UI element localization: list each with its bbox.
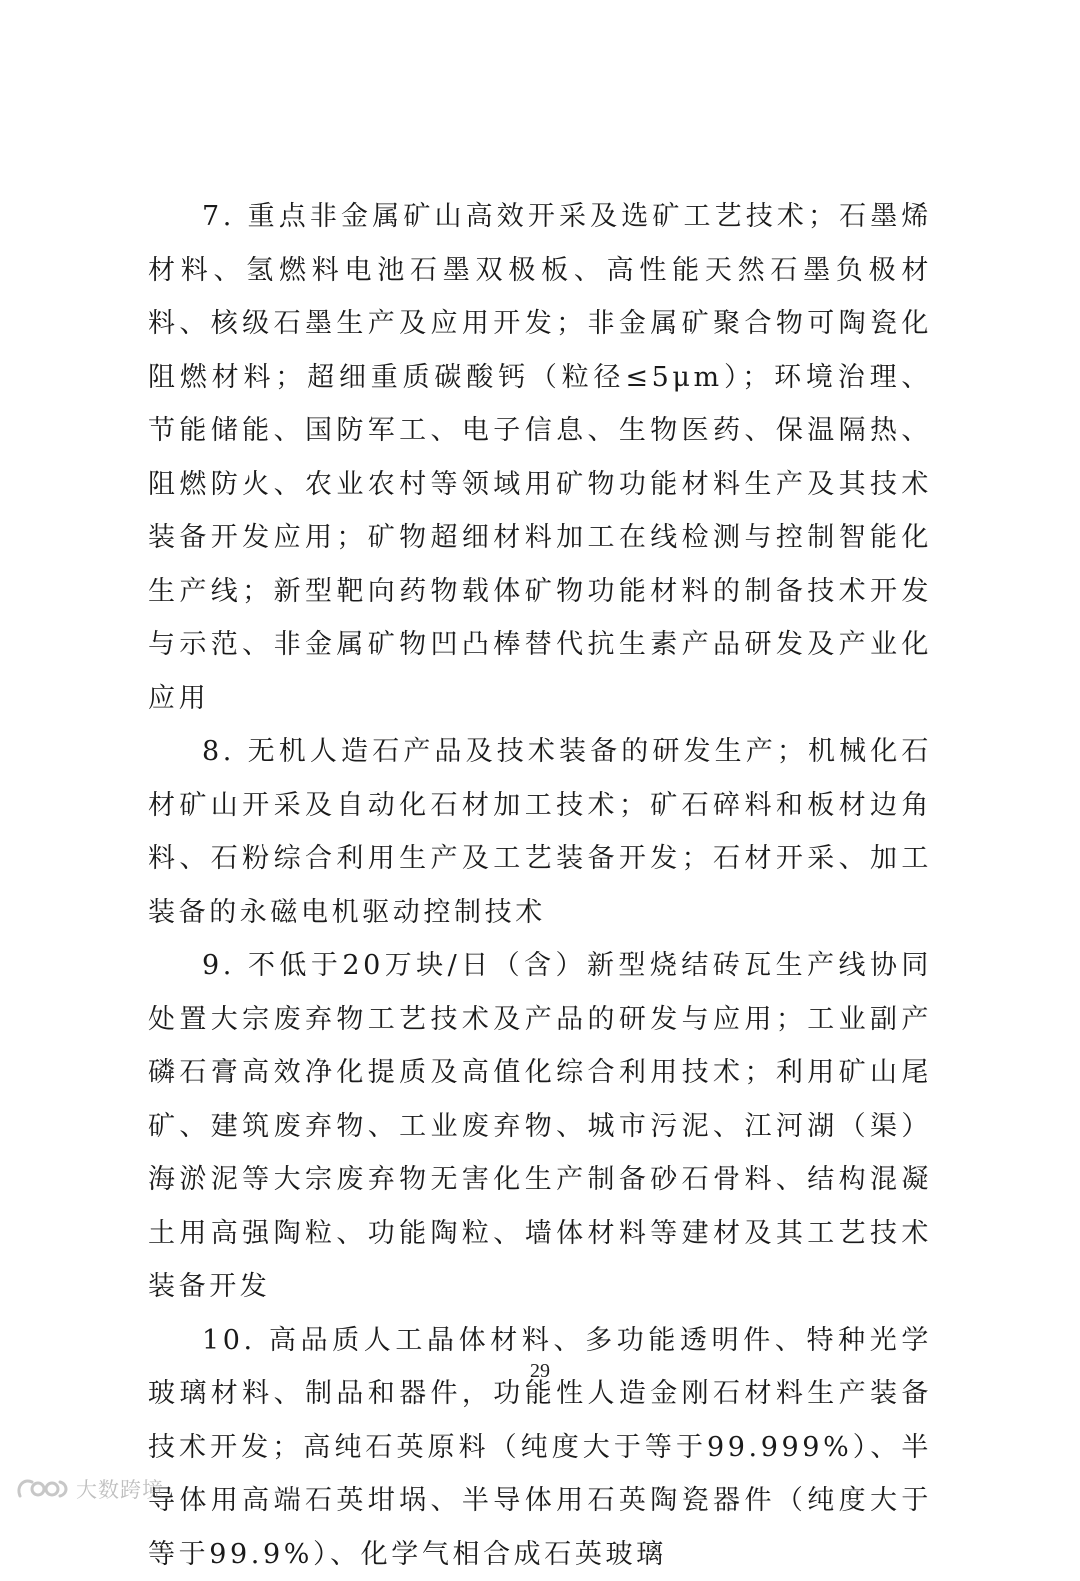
- page-number: 29: [0, 1360, 1080, 1383]
- paragraph-item-8: 8. 无机人造石产品及技术装备的研发生产；机械化石材矿山开采及自动化石材加工技术；矿石碎料和板材边角料、石粉综合利用生产及工艺装备开发；石材开采、加工装备的永磁电机驱动控制技术: [148, 725, 932, 939]
- watermark-text: 大数跨境: [76, 1474, 164, 1504]
- paragraph-item-10: 10. 高品质人工晶体材料、多功能透明件、特种光学玻璃材料、制品和器件，功能性人造金刚石材料生产装备技术开发；高纯石英原料（纯度大于等于99.999%）、半导体用高端石英坩埚、半导体用石英陶瓷器件（纯度大于等于99.9%）、化学气相合成石英玻璃: [148, 1314, 932, 1581]
- paragraph-item-9: 9. 不低于20万块/日（含）新型烧结砖瓦生产线协同处置大宗废弃物工艺技术及产品的研发与应用；工业副产磷石膏高效净化提质及高值化综合利用技术；利用矿山尾矿、建筑废弃物、工业废弃物、城市污泥、江河湖（渠）海淤泥等大宗废弃物无害化生产制备砂石骨料、结构混凝土用高强陶粒、功能陶粒、墙体材料等建材及其工艺技术装备开发: [148, 939, 932, 1314]
- watermark: [14, 1474, 164, 1504]
- logo-icon: [14, 1474, 70, 1504]
- paragraph-item-7: 7. 重点非金属矿山高效开采及选矿工艺技术；石墨烯材料、氢燃料电池石墨双极板、高性能天然石墨负极材料、核级石墨生产及应用开发；非金属矿聚合物可陶瓷化阻燃材料；超细重质碳酸钙（粒径≤5μm）；环境治理、节能储能、国防军工、电子信息、生物医药、保温隔热、阻燃防火、农业农村等领域用矿物功能材料生产及其技术装备开发应用；矿物超细材料加工在线检测与控制智能化生产线；新型靶向药物载体矿物功能材料的制备技术开发与示范、非金属矿物凹凸棒替代抗生素产品研发及产业化应用: [148, 190, 932, 725]
